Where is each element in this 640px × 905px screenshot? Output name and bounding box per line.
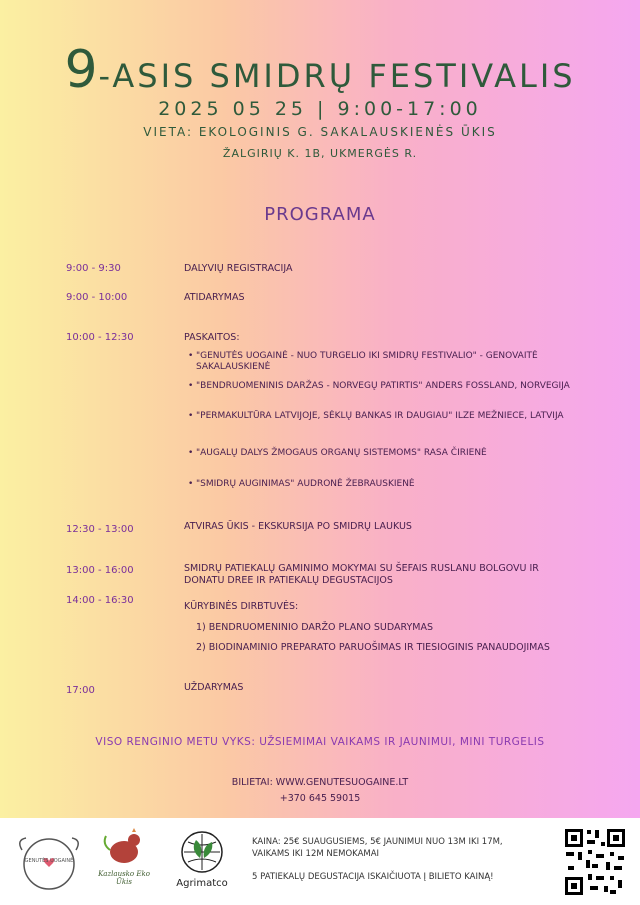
program-item: ATIDARYMAS (184, 292, 245, 303)
program-time: 14:00 - 16:30 (66, 595, 134, 606)
workshop-item: 2) BIODINAMINIO PREPARATO PARUOŠIMAS IR TIESIOGINIS PANAUDOJIMAS (196, 642, 550, 653)
program-time: 17:00 (66, 685, 95, 696)
title-number: 9 (64, 40, 99, 100)
program-time: 13:00 - 16:00 (66, 565, 134, 576)
talk-item: • "AUGALŲ DALYS ŽMOGAUS ORGANŲ SISTEMOMS" RASA ČIRIENĖ (188, 448, 487, 458)
program-time: 10:00 - 12:30 (66, 332, 134, 343)
ticket-prices: KAINA: 25€ SUAUGUSIEMS, 5€ JAUNIMUI NUO 13M IKI 17M, VAIKAMS IKI 12M NEMOKAMAI (252, 837, 503, 859)
all-day-activities: VISO RENGINIO METU VYKS: UŽSIEMIMAI VAIKAMS IR JAUNIMUI, MINI TURGELIS (95, 736, 545, 748)
program-item: SMIDRŲ PATIEKALŲ GAMINIMO MOKYMAI SU ŠEFAIS RUSLANU BOLGOVU IR DONATU DREE IR PATIEKALŲ DEGUSTACIJOS (184, 563, 539, 586)
program-time: 9:00 - 9:30 (66, 263, 121, 274)
genutes-uogaine-logo: GENUTĖS UOGAINĖ (14, 830, 84, 892)
qr-code[interactable] (562, 826, 628, 898)
venue: VIETA: EKOLOGINIS G. SAKALAUSKIENĖS ŪKIS (143, 125, 497, 139)
kazlausko-eko-ukis-logo: Kazlausko Eko Ūkis (94, 826, 154, 896)
phone-number[interactable]: +370 645 59015 (279, 793, 361, 804)
festival-date: 2025 05 25 | 9:00-17:00 (158, 98, 482, 120)
program-title: PROGRAMA (264, 204, 376, 225)
program-item: KŪRYBINĖS DIRBTUVĖS: (184, 601, 299, 612)
agrimatco-logo: Agrimatco (170, 828, 234, 898)
tasting-included-note: 5 PATIEKALŲ DEGUSTACIJA ISKAIČIUOTA Į BILIETO KAINĄ! (252, 872, 494, 882)
talk-item: • "SMIDRŲ AUGINIMAS" AUDRONĖ ŽEBRAUSKIENĖ (188, 479, 415, 489)
talk-item: • "GENUTĖS UOGAINĖ - NUO TURGELIO IKI SMIDRŲ FESTIVALIO" - GENOVAITĖ SAKALAUSKIENĖ (188, 351, 538, 372)
workshop-item: 1) BENDRUOMENINIO DARŽO PLANO SUDARYMAS (196, 622, 434, 633)
talk-item: • "BENDRUOMENINIS DARŽAS - NORVEGŲ PATIRTIS" ANDERS FOSSLAND, NORVEGIJA (188, 381, 570, 391)
program-item: DALYVIŲ REGISTRACIJA (184, 263, 293, 274)
tickets-link[interactable]: BILIETAI: WWW.GENUTESUOGAINE.LT (231, 777, 409, 788)
program-item: PASKAITOS: (184, 332, 240, 343)
program-item: UŽDARYMAS (184, 682, 244, 693)
footer (0, 818, 640, 905)
title-text: -ASIS SMIDRŲ FESTIVALIS (98, 57, 576, 95)
talk-item: • "PERMAKULTŪRA LATVIJOJE, SĖKLŲ BANKAS IR DAUGIAU" ILZE MEŽNIECE, LATVIJA (188, 411, 564, 421)
program-time: 12:30 - 13:00 (66, 524, 134, 535)
address: ŽALGIRIŲ K. 1B, UKMERGĖS R. (222, 147, 418, 160)
program-time: 9:00 - 10:00 (66, 292, 128, 303)
program-item: ATVIRAS ŪKIS - EKSKURSIJA PO SMIDRŲ LAUKUS (184, 521, 412, 532)
festival-title (0, 40, 640, 100)
